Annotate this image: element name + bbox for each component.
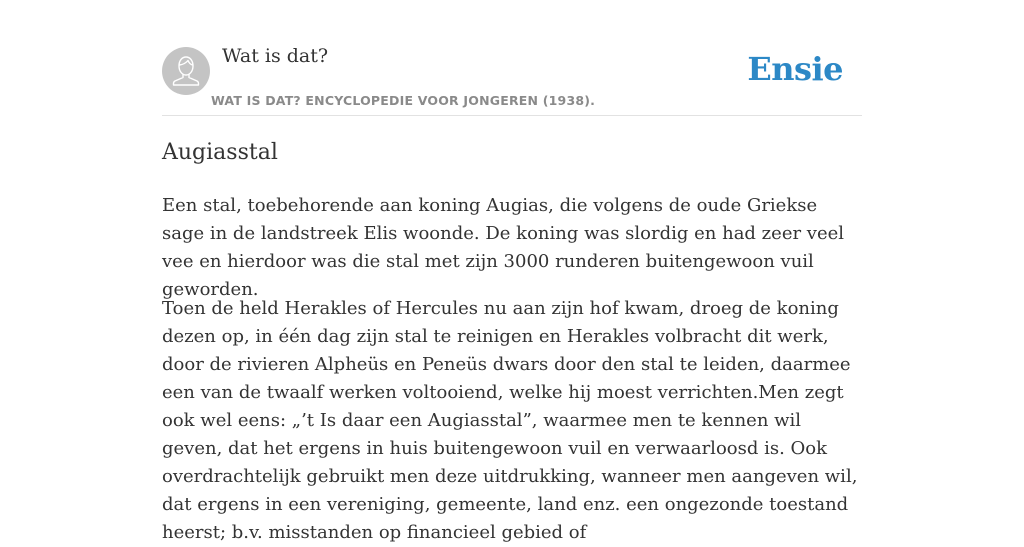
article-paragraph: Een stal, toebehorende aan koning Augias, die volgens de oude Griekse sage in de landstreek Elis woonde. De koning was slordig en had zeer veel vee en hierdoor was die stal met zijn 3000 runderen buitengewoon vuil geworden.	[162, 195, 845, 300]
user-icon	[162, 47, 210, 95]
source-subtitle: WAT IS DAT? ENCYCLOPEDIE VOOR JONGEREN (1938).	[211, 93, 596, 108]
source-avatar[interactable]	[162, 47, 210, 95]
article-paragraph: Toen de held Herakles of Hercules nu aan zijn hof kwam, droeg de koning dezen op, in één dag zijn stal te reinigen en Herakles volbracht dit werk, door de rivieren Alpheüs en Peneüs dwars door den stal te leiden, daarmee een van de twaalf werken voltooiend, welke hij moest verrichten.Men zegt ook wel eens: „’t Is daar een Augiasstal”, waarmee men te kennen wil geven, dat het ergens in huis buitengewoon vuil en verwaarloosd is. Ook overdrachtelijk gebruikt men deze uitdrukking, wanneer men aangeven wil, dat ergens in een vereniging, gemeente, land enz. een ongezonde toestand heerst; b.v. misstanden op financieel gebied of	[162, 298, 858, 543]
source-title[interactable]: Wat is dat?	[222, 45, 329, 67]
ensie-logo[interactable]: Ensie	[747, 50, 843, 88]
source-header	[162, 0, 862, 116]
page	[162, 0, 862, 543]
article-title: Augiasstal	[162, 140, 278, 165]
